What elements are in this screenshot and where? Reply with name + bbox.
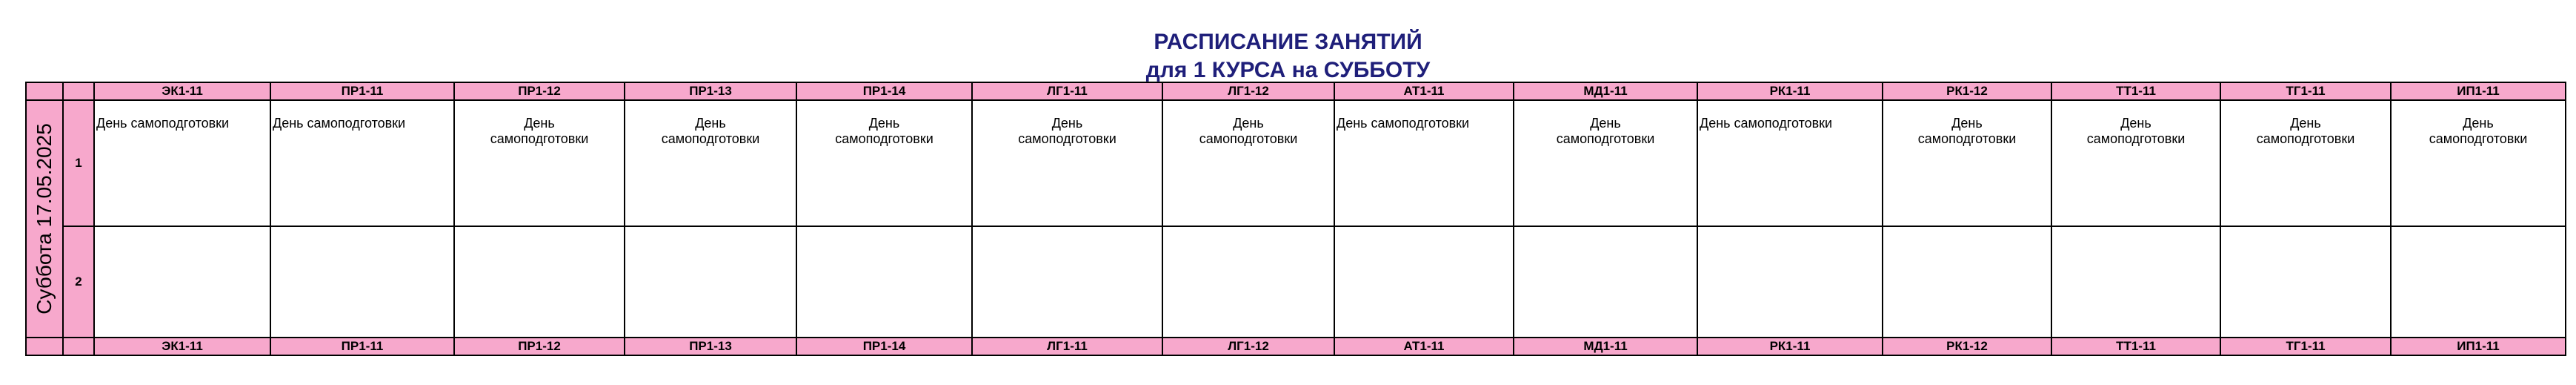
day-cell (26, 100, 63, 338)
schedule-cell-pair2 (94, 226, 270, 338)
group-header-4: ПР1-14 (796, 82, 972, 100)
pair-number-2: 2 (63, 226, 94, 338)
schedule-cell-pair2 (2051, 226, 2220, 338)
group-header-8: МД1-11 (1514, 338, 1697, 355)
lesson-text: День самоподготовки (1917, 116, 2017, 146)
schedule-cell-pair2 (1514, 226, 1697, 338)
schedule-cell-pair1 (1697, 100, 1883, 226)
group-header-4: ПР1-14 (796, 338, 972, 355)
lesson-text: День самоподготовки (2256, 116, 2355, 146)
group-header-6: ЛГ1-12 (1162, 338, 1334, 355)
group-header-1: ПР1-11 (270, 82, 454, 100)
schedule-cell-pair1 (796, 100, 972, 226)
group-header-10: РК1-12 (1883, 82, 2051, 100)
lesson-text: День самоподготовки (490, 116, 589, 146)
header-corner (26, 338, 63, 355)
schedule-cell-pair1 (94, 100, 270, 226)
schedule-cell-pair1 (2051, 100, 2220, 226)
lesson-text: День самоподготовки (1556, 116, 1655, 146)
group-header-6: ЛГ1-12 (1162, 82, 1334, 100)
group-header-7: АТ1-11 (1334, 82, 1514, 100)
group-header-11: ТТ1-11 (2051, 82, 2220, 100)
lesson-text: День самоподготовки (1199, 116, 1298, 146)
schedule-cell-pair2 (1334, 226, 1514, 338)
group-header-row-top (26, 82, 2566, 100)
lesson-text: День самоподготовки (1700, 116, 1833, 131)
schedule-title: РАСПИСАНИЕ ЗАНЯТИЙ (1154, 30, 1422, 54)
header-corner (63, 338, 94, 355)
schedule-subtitle: для 1 КУРСА на СУББОТУ (1145, 58, 1431, 82)
schedule-cell-pair2 (972, 226, 1162, 338)
schedule-cell-pair1 (270, 100, 454, 226)
group-header-13: ИП1-11 (2391, 338, 2566, 355)
header-corner (63, 82, 94, 100)
schedule-cell-pair1 (1514, 100, 1697, 226)
schedule-cell-pair1 (1162, 100, 1334, 226)
schedule-cell-pair1 (1883, 100, 2051, 226)
group-header-12: ТГ1-11 (2220, 338, 2391, 355)
group-header-11: ТТ1-11 (2051, 338, 2220, 355)
lesson-text: День самоподготовки (2086, 116, 2186, 146)
schedule-cell-pair2 (625, 226, 796, 338)
schedule-cell-pair2 (2391, 226, 2566, 338)
group-header-5: ЛГ1-11 (972, 338, 1162, 355)
group-header-0: ЭК1-11 (94, 82, 270, 100)
group-header-0: ЭК1-11 (94, 338, 270, 355)
group-header-row-bottom (26, 338, 2566, 355)
schedule-cell-pair1 (625, 100, 796, 226)
group-header-12: ТГ1-11 (2220, 82, 2391, 100)
lesson-text: День самоподготовки (1337, 116, 1470, 131)
pair-row-2 (26, 226, 2566, 338)
group-header-8: МД1-11 (1514, 82, 1697, 100)
group-header-7: АТ1-11 (1334, 338, 1514, 355)
day-label: Суббота 17.05.2025 (33, 123, 56, 315)
lesson-text: День самоподготовки (2429, 116, 2528, 146)
lesson-text: День самоподготовки (835, 116, 933, 146)
schedule-cell-pair2 (2220, 226, 2391, 338)
lesson-text: День самоподготовки (96, 116, 230, 131)
group-header-2: ПР1-12 (454, 82, 625, 100)
pair-row-1 (26, 100, 2566, 226)
schedule-table (25, 82, 2566, 356)
schedule-cell-pair2 (1883, 226, 2051, 338)
schedule-cell-pair2 (270, 226, 454, 338)
group-header-1: ПР1-11 (270, 338, 454, 355)
schedule-cell-pair2 (1697, 226, 1883, 338)
lesson-text: День самоподготовки (1018, 116, 1116, 146)
pair-number-1: 1 (63, 100, 94, 226)
schedule-cell-pair2 (1162, 226, 1334, 338)
schedule-cell-pair2 (796, 226, 972, 338)
schedule-cell-pair1 (972, 100, 1162, 226)
group-header-9: РК1-11 (1697, 82, 1883, 100)
group-header-9: РК1-11 (1697, 338, 1883, 355)
group-header-3: ПР1-13 (625, 82, 796, 100)
lesson-text: День самоподготовки (661, 116, 760, 146)
schedule-cell-pair1 (2391, 100, 2566, 226)
header-corner (26, 82, 63, 100)
group-header-3: ПР1-13 (625, 338, 796, 355)
group-header-2: ПР1-12 (454, 338, 625, 355)
group-header-13: ИП1-11 (2391, 82, 2566, 100)
lesson-text: День самоподготовки (273, 116, 406, 131)
group-header-10: РК1-12 (1883, 338, 2051, 355)
schedule-cell-pair2 (454, 226, 625, 338)
group-header-5: ЛГ1-11 (972, 82, 1162, 100)
schedule-cell-pair1 (1334, 100, 1514, 226)
schedule-cell-pair1 (2220, 100, 2391, 226)
schedule-cell-pair1 (454, 100, 625, 226)
